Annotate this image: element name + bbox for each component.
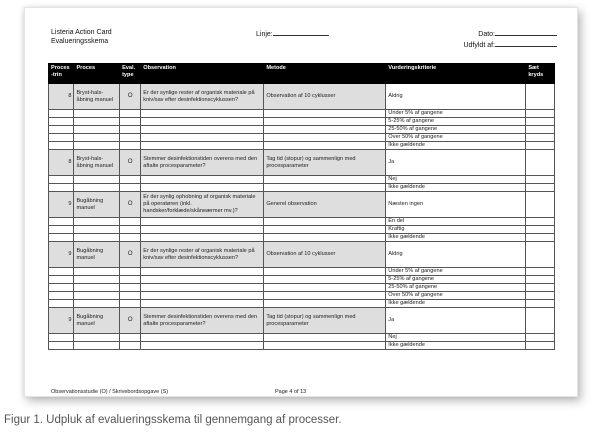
- evaltype-cell: O: [120, 192, 141, 218]
- empty-cell: [74, 292, 120, 300]
- empty-cell: [141, 226, 264, 234]
- observation-cell: Stemmer desinfektionstiden overens med den aftalte procesparameter?: [141, 308, 264, 334]
- empty-cell: [141, 218, 264, 226]
- empty-cell: [264, 234, 386, 242]
- empty-cell: [264, 226, 386, 234]
- empty-cell: [264, 184, 386, 192]
- empty-cell: [264, 334, 386, 342]
- kryds-checkbox-cell[interactable]: [526, 118, 555, 126]
- kriterie-cell: Under 5% af gangene: [386, 110, 526, 118]
- empty-cell: [49, 126, 74, 134]
- procestrin-cell: 8: [49, 84, 74, 110]
- form-header-right: [463, 28, 557, 50]
- empty-cell: [264, 268, 386, 276]
- table-header-row: [49, 64, 555, 84]
- udfyldt-blank: [495, 39, 557, 47]
- procestrin-cell: 9: [49, 192, 74, 218]
- kryds-checkbox-cell[interactable]: [526, 334, 555, 342]
- metode-cell: Tag tid (stopur) og sammenlign med procesparameter: [264, 150, 386, 176]
- empty-cell: [141, 268, 264, 276]
- col-header-vurderingskriterie: Vurderingskriterie: [386, 64, 526, 84]
- table-row: [49, 150, 555, 176]
- kryds-checkbox-cell[interactable]: [526, 284, 555, 292]
- table-row-sub: [49, 218, 555, 226]
- table-row-sub: [49, 134, 555, 142]
- proces-cell: Bugåbning manuel: [74, 242, 120, 268]
- udfyldt-field: [463, 39, 557, 50]
- proces-cell: Bugåbning manuel: [74, 192, 120, 218]
- empty-cell: [264, 126, 386, 134]
- empty-cell: [49, 334, 74, 342]
- kriterie-cell: Næsten ingen: [386, 192, 526, 218]
- kriterie-cell: Nej: [386, 176, 526, 184]
- procestrin-cell: 9: [49, 242, 74, 268]
- empty-cell: [120, 126, 141, 134]
- table-row-sub: [49, 342, 555, 350]
- empty-cell: [49, 176, 74, 184]
- kriterie-cell: En del: [386, 218, 526, 226]
- empty-cell: [74, 284, 120, 292]
- kriterie-cell: Under 5% af gangene: [386, 268, 526, 276]
- kriterie-cell: 25-50% af gangene: [386, 126, 526, 134]
- footer-legend: Observationsstudie (O) / Skrivebordsopgave (S): [51, 389, 169, 395]
- empty-cell: [74, 268, 120, 276]
- empty-cell: [49, 134, 74, 142]
- kryds-checkbox-cell[interactable]: [526, 218, 555, 226]
- empty-cell: [120, 300, 141, 308]
- kryds-checkbox-cell[interactable]: [526, 300, 555, 308]
- empty-cell: [74, 342, 120, 350]
- empty-cell: [120, 276, 141, 284]
- empty-cell: [120, 118, 141, 126]
- evaltype-cell: O: [120, 84, 141, 110]
- evaltype-cell: O: [120, 242, 141, 268]
- table-body: [49, 84, 555, 350]
- empty-cell: [141, 134, 264, 142]
- observation-cell: Stemmer desinfektionstiden overens med den aftalte procesparameter?: [141, 150, 264, 176]
- kryds-checkbox-cell[interactable]: [526, 192, 555, 218]
- metode-cell: Generel observation: [264, 192, 386, 218]
- empty-cell: [120, 142, 141, 150]
- empty-cell: [74, 176, 120, 184]
- col-header-proces: Proces: [74, 64, 120, 84]
- metode-cell: Observation af 10 cyklusser: [264, 242, 386, 268]
- form-title: Listeria Action Card: [51, 29, 112, 36]
- kriterie-cell: Ja: [386, 150, 526, 176]
- empty-cell: [49, 110, 74, 118]
- empty-cell: [264, 118, 386, 126]
- col-header-observation: Observation: [141, 64, 264, 84]
- procestrin-cell: 9: [49, 308, 74, 334]
- table-row-sub: [49, 292, 555, 300]
- empty-cell: [74, 134, 120, 142]
- empty-cell: [264, 276, 386, 284]
- empty-cell: [264, 134, 386, 142]
- col-header-metode: Metode: [264, 64, 386, 84]
- table-row-sub: [49, 234, 555, 242]
- proces-cell: Bryst-hals-åbning manuel: [74, 150, 120, 176]
- table-row: [49, 242, 555, 268]
- empty-cell: [120, 268, 141, 276]
- kriterie-cell: Aldrig: [386, 84, 526, 110]
- form-page: [24, 7, 578, 397]
- evaltype-cell: O: [120, 150, 141, 176]
- kryds-checkbox-cell[interactable]: [526, 134, 555, 142]
- table-row-sub: [49, 276, 555, 284]
- kriterie-cell: Ikke gældende: [386, 184, 526, 192]
- empty-cell: [49, 226, 74, 234]
- figure-caption: Figur 1. Udpluk af evalueringsskema til gennemgang af processer.: [4, 414, 342, 426]
- empty-cell: [264, 176, 386, 184]
- empty-cell: [264, 292, 386, 300]
- empty-cell: [120, 226, 141, 234]
- procestrin-cell: 8: [49, 150, 74, 176]
- evaluation-table: [48, 63, 555, 350]
- dato-field: [463, 28, 557, 39]
- kryds-checkbox-cell[interactable]: [526, 176, 555, 184]
- empty-cell: [49, 234, 74, 242]
- empty-cell: [141, 176, 264, 184]
- linje-field: [256, 28, 329, 39]
- kriterie-cell: 5-25% af gangene: [386, 276, 526, 284]
- kryds-checkbox-cell[interactable]: [526, 276, 555, 284]
- empty-cell: [120, 284, 141, 292]
- kriterie-cell: Over 50% af gangene: [386, 134, 526, 142]
- empty-cell: [74, 110, 120, 118]
- empty-cell: [120, 342, 141, 350]
- empty-cell: [141, 334, 264, 342]
- empty-cell: [141, 184, 264, 192]
- empty-cell: [120, 218, 141, 226]
- linje-blank: [273, 28, 329, 36]
- table-row: [49, 84, 555, 110]
- page-number: Page 4 of 13: [275, 389, 307, 395]
- table-row: [49, 308, 555, 334]
- empty-cell: [141, 292, 264, 300]
- table-row-sub: [49, 110, 555, 118]
- empty-cell: [74, 126, 120, 134]
- kryds-checkbox-cell[interactable]: [526, 84, 555, 110]
- dato-label: Dato:: [478, 31, 495, 38]
- empty-cell: [141, 284, 264, 292]
- proces-cell: Bryst-hals-åbning manuel: [74, 84, 120, 110]
- table-row-sub: [49, 300, 555, 308]
- observation-cell: Er der synlig ophobning af organisk materiale på operatøren (inkl. handsker/forklæde/skåneærmer mv.)?: [141, 192, 264, 218]
- kriterie-cell: Ikke gældende: [386, 300, 526, 308]
- empty-cell: [120, 176, 141, 184]
- dato-blank: [495, 28, 557, 36]
- kryds-checkbox-cell[interactable]: [526, 292, 555, 300]
- kriterie-cell: Nej: [386, 334, 526, 342]
- table-row: [49, 192, 555, 218]
- kriterie-cell: Kraftig: [386, 226, 526, 234]
- table-row-sub: [49, 142, 555, 150]
- empty-cell: [141, 234, 264, 242]
- table-row-sub: [49, 118, 555, 126]
- kriterie-cell: Over 50% af gangene: [386, 292, 526, 300]
- empty-cell: [264, 218, 386, 226]
- kryds-checkbox-cell[interactable]: [526, 268, 555, 276]
- empty-cell: [120, 334, 141, 342]
- empty-cell: [49, 268, 74, 276]
- kryds-checkbox-cell[interactable]: [526, 234, 555, 242]
- empty-cell: [141, 110, 264, 118]
- kryds-checkbox-cell[interactable]: [526, 126, 555, 134]
- empty-cell: [74, 226, 120, 234]
- metode-cell: Observation af 10 cyklusser: [264, 84, 386, 110]
- kryds-checkbox-cell[interactable]: [526, 242, 555, 268]
- kriterie-cell: Ikke gældende: [386, 342, 526, 350]
- empty-cell: [74, 118, 120, 126]
- empty-cell: [120, 184, 141, 192]
- kryds-checkbox-cell[interactable]: [526, 308, 555, 334]
- kriterie-cell: Ikke gældende: [386, 142, 526, 150]
- kriterie-cell: Ikke gældende: [386, 234, 526, 242]
- metode-cell: Tag tid (stopur) og sammenlign med procesparameter: [264, 308, 386, 334]
- table-row-sub: [49, 268, 555, 276]
- table-row-sub: [49, 126, 555, 134]
- empty-cell: [49, 218, 74, 226]
- empty-cell: [120, 134, 141, 142]
- linje-label: Linje:: [256, 31, 273, 38]
- table-row-sub: [49, 284, 555, 292]
- observation-cell: Er der synlige rester af organisk materiale på kniv/sav efter desinfektionscyklussen?: [141, 84, 264, 110]
- empty-cell: [141, 142, 264, 150]
- empty-cell: [49, 118, 74, 126]
- observation-cell: Er der synlige rester af organisk materiale på kniv/sav efter desinfektionscyklussen?: [141, 242, 264, 268]
- kriterie-cell: Aldrig: [386, 242, 526, 268]
- empty-cell: [141, 300, 264, 308]
- empty-cell: [74, 300, 120, 308]
- empty-cell: [141, 118, 264, 126]
- empty-cell: [49, 276, 74, 284]
- empty-cell: [141, 126, 264, 134]
- empty-cell: [120, 234, 141, 242]
- kryds-checkbox-cell[interactable]: [526, 226, 555, 234]
- proces-cell: Bugåbning manuel: [74, 308, 120, 334]
- form-subtitle: Evalueringsskema: [51, 38, 109, 45]
- empty-cell: [49, 142, 74, 150]
- kryds-checkbox-cell[interactable]: [526, 142, 555, 150]
- empty-cell: [264, 284, 386, 292]
- kryds-checkbox-cell[interactable]: [526, 110, 555, 118]
- empty-cell: [141, 342, 264, 350]
- kriterie-cell: Ja: [386, 308, 526, 334]
- empty-cell: [264, 142, 386, 150]
- empty-cell: [49, 342, 74, 350]
- empty-cell: [74, 142, 120, 150]
- col-header-evaltype: Eval. type: [120, 64, 141, 84]
- col-header-saet-kryds: Sæt kryds: [526, 64, 555, 84]
- kryds-checkbox-cell[interactable]: [526, 184, 555, 192]
- table-row-sub: [49, 184, 555, 192]
- empty-cell: [74, 334, 120, 342]
- empty-cell: [74, 234, 120, 242]
- table-row-sub: [49, 226, 555, 234]
- empty-cell: [264, 110, 386, 118]
- empty-cell: [120, 292, 141, 300]
- evaltype-cell: O: [120, 308, 141, 334]
- empty-cell: [49, 292, 74, 300]
- empty-cell: [264, 300, 386, 308]
- udfyldt-label: Udfyldt af:: [463, 42, 495, 49]
- empty-cell: [49, 284, 74, 292]
- empty-cell: [74, 184, 120, 192]
- table-row-sub: [49, 176, 555, 184]
- table-row-sub: [49, 334, 555, 342]
- kryds-checkbox-cell[interactable]: [526, 342, 555, 350]
- empty-cell: [49, 300, 74, 308]
- empty-cell: [74, 276, 120, 284]
- kriterie-cell: 5-25% af gangene: [386, 118, 526, 126]
- kriterie-cell: 25-50% af gangene: [386, 284, 526, 292]
- col-header-procestrin: Proces -trin: [49, 64, 74, 84]
- form-header-left: [51, 28, 112, 46]
- empty-cell: [49, 184, 74, 192]
- kryds-checkbox-cell[interactable]: [526, 150, 555, 176]
- empty-cell: [141, 276, 264, 284]
- empty-cell: [264, 342, 386, 350]
- empty-cell: [74, 218, 120, 226]
- empty-cell: [120, 110, 141, 118]
